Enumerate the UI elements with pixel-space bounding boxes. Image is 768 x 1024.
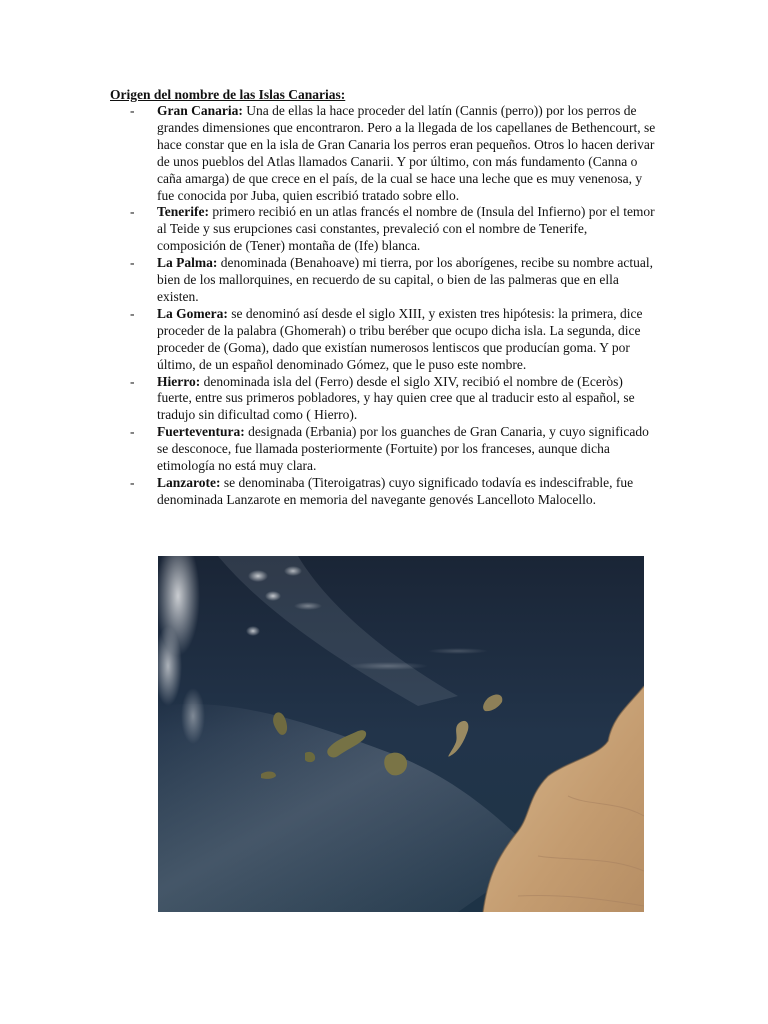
item-term: Tenerife:	[157, 204, 209, 220]
bullet-dash: -	[130, 373, 135, 389]
cloud	[348, 662, 428, 670]
item-text: se denominaba (Titeroigatras) cuyo significado todavía es indescifrable, fue denominada Lanzarote en memoria del navegante genovés Lancelloto Malocello.	[157, 474, 634, 507]
document-title: Origen del nombre de las Islas Canarias:	[110, 87, 346, 102]
list-item-la-palma	[128, 255, 658, 306]
cloud	[265, 591, 281, 601]
item-text: Una de ellas la hace proceder del latín (Cannis (perro)) por los perros de grandes dimensiones que encontraron. Pero a la llegada de los capellanes de Bethencourt, se hace constar que en la isla de Gran Canaria los perros eran pequeños. Otros lo hacen derivar de unos pueblos del Atlas llamados Canarii. Y por último, con más fundamento (Canna o caña amarga) de que crece en el país, de la cual se hace una leche que es muy venenosa, y fue conocida por Juba, quien escribió tratado sobre ello.	[157, 103, 656, 203]
cloud	[284, 566, 302, 576]
list-item-tenerife	[128, 204, 658, 255]
island-list	[128, 103, 658, 509]
cloud	[246, 626, 260, 636]
list-item-la-gomera	[128, 306, 658, 374]
bullet-dash: -	[130, 255, 135, 271]
bullet-dash: -	[130, 204, 135, 220]
bullet-dash: -	[130, 474, 135, 490]
item-text: se denominó así desde el siglo XIII, y existen tres hipótesis: la primera, dice proceder de la palabra (Ghomerah) o tribu beréber que ocupo dicha isla. La segunda, dice proceder de (Goma), dado que existían numerosos lentiscos que producían goma. Y por último, de un español denominado Gómez, que le puso este nombre.	[157, 305, 643, 372]
list-item-hierro	[128, 374, 658, 425]
item-term: La Palma:	[157, 255, 218, 271]
cloud	[428, 648, 488, 654]
item-text: designada (Erbania) por los guanches de Gran Canaria, y cuyo significado se desconoce, fue llamada posteriormente (Fortuite) por los franceses, aunque dicha etimología no está muy clara.	[157, 424, 649, 474]
item-text: denominada isla del (Ferro) desde el siglo XIV, recibió el nombre de (Eceròs) fuerte, entre sus primeros pobladores, y hay quien cree que al traducir esto al español, se tradujo sin dificultad como ( Hierro).	[157, 373, 635, 423]
item-term: La Gomera:	[157, 305, 228, 321]
satellite-photo-canary-islands	[158, 556, 644, 912]
item-term: Lanzarote:	[157, 474, 221, 490]
item-term: Hierro:	[157, 373, 201, 389]
item-term: Gran Canaria:	[157, 103, 243, 118]
item-text: primero recibió en un atlas francés el nombre de (Insula del Infierno) por el temor al Teide y sus erupciones casi constantes, prevaleció con el nombre de Tenerife, composición de (Tener) montaña de (Ife) blanca.	[157, 204, 655, 254]
cloud	[181, 688, 205, 744]
list-item-fuerteventura	[128, 424, 658, 475]
item-term: Fuerteventura:	[157, 424, 245, 440]
list-item-lanzarote	[128, 475, 658, 509]
bullet-dash: -	[130, 305, 135, 321]
cloud	[248, 570, 268, 582]
item-text: denominada (Benahoave) mi tierra, por los aborígenes, recibe su nombre actual, bien de los mallorquines, en recuerdo de su capital, o bien de las palmeras que en ella existen.	[157, 255, 653, 304]
bullet-dash: -	[130, 424, 135, 440]
cloud	[294, 602, 322, 610]
bullet-dash: -	[130, 103, 135, 118]
list-item-gran-canaria	[128, 103, 658, 204]
